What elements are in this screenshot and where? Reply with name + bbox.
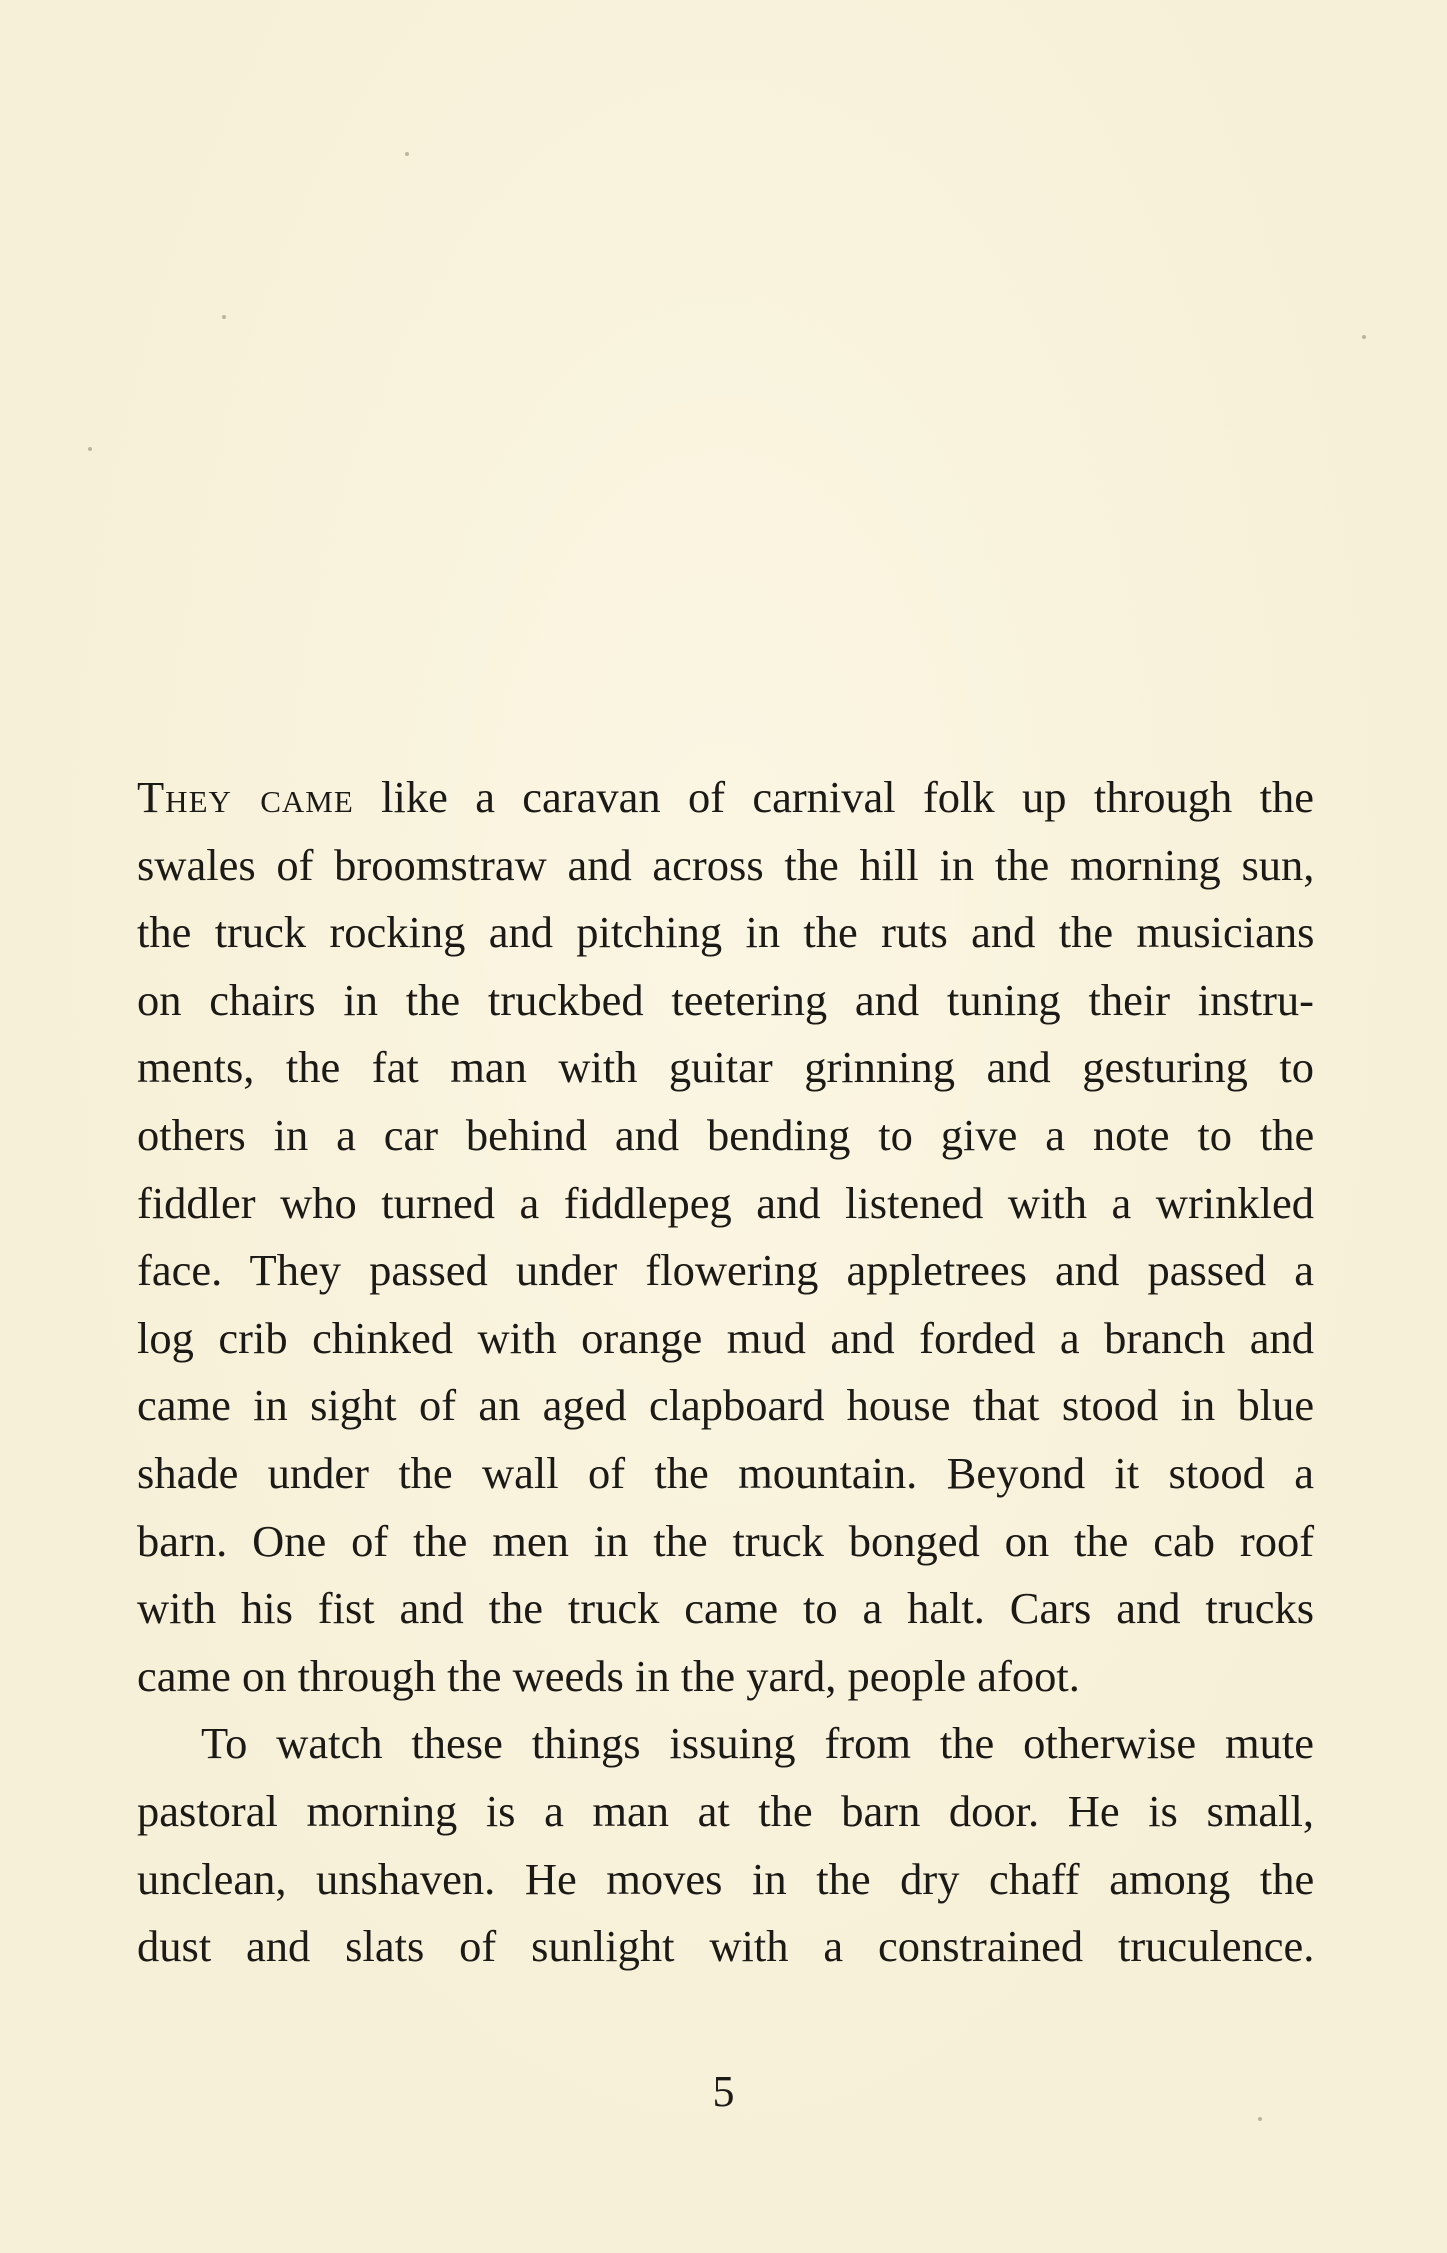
text-line: swales of broomstraw and across the hill in the morning sun, xyxy=(137,839,1315,890)
text-line: others in a car behind and bending to give a note to the xyxy=(137,1109,1315,1160)
text-line: on chairs in the truckbed teetering and tuning their instru- xyxy=(137,974,1314,1025)
paragraph-1 xyxy=(137,764,1314,1710)
text-line: came in sight of an aged clapboard house that stood in blue xyxy=(137,1380,1315,1431)
text-line: face. They passed under flowering appletrees and passed a xyxy=(137,1245,1314,1296)
text-line: barn. One of the men in the truck bonged on the cab roof xyxy=(137,1515,1315,1566)
paper-speck xyxy=(405,152,409,156)
page-number: 5 xyxy=(712,2067,735,2116)
paper-speck xyxy=(88,447,92,451)
text-line: with his fist and the truck came to a halt. Cars and trucks xyxy=(137,1583,1315,1634)
text-line: To watch these things issuing from the otherwise mute xyxy=(201,1718,1314,1769)
text-line: They came like a caravan of carnival folk up through the xyxy=(137,772,1314,822)
paragraph-2 xyxy=(137,1710,1314,1980)
text-line: fiddler who turned a fiddlepeg and listened with a wrinkled xyxy=(137,1177,1314,1228)
body-text xyxy=(137,764,1314,1981)
text-line: dust and slats of sunlight with a constrained truculence. xyxy=(137,1921,1315,1972)
paper-speck xyxy=(1362,335,1366,339)
text-line-last: came on through the weeds in the yard, people afoot. xyxy=(137,1650,1080,1701)
text-line: unclean, unshaven. He moves in the dry chaff among the xyxy=(137,1853,1315,1904)
text-line: the truck rocking and pitching in the ruts and the musicians xyxy=(137,907,1315,958)
text-line: log crib chinked with orange mud and forded a branch and xyxy=(137,1312,1314,1363)
small-caps-lead: They came xyxy=(137,772,354,822)
paper-speck xyxy=(222,315,226,319)
text-line: shade under the wall of the mountain. Beyond it stood a xyxy=(137,1447,1314,1498)
text-line: pastoral morning is a man at the barn door. He is small, xyxy=(137,1785,1314,1836)
text-line: ments, the fat man with guitar grinning and gesturing to xyxy=(137,1042,1314,1093)
